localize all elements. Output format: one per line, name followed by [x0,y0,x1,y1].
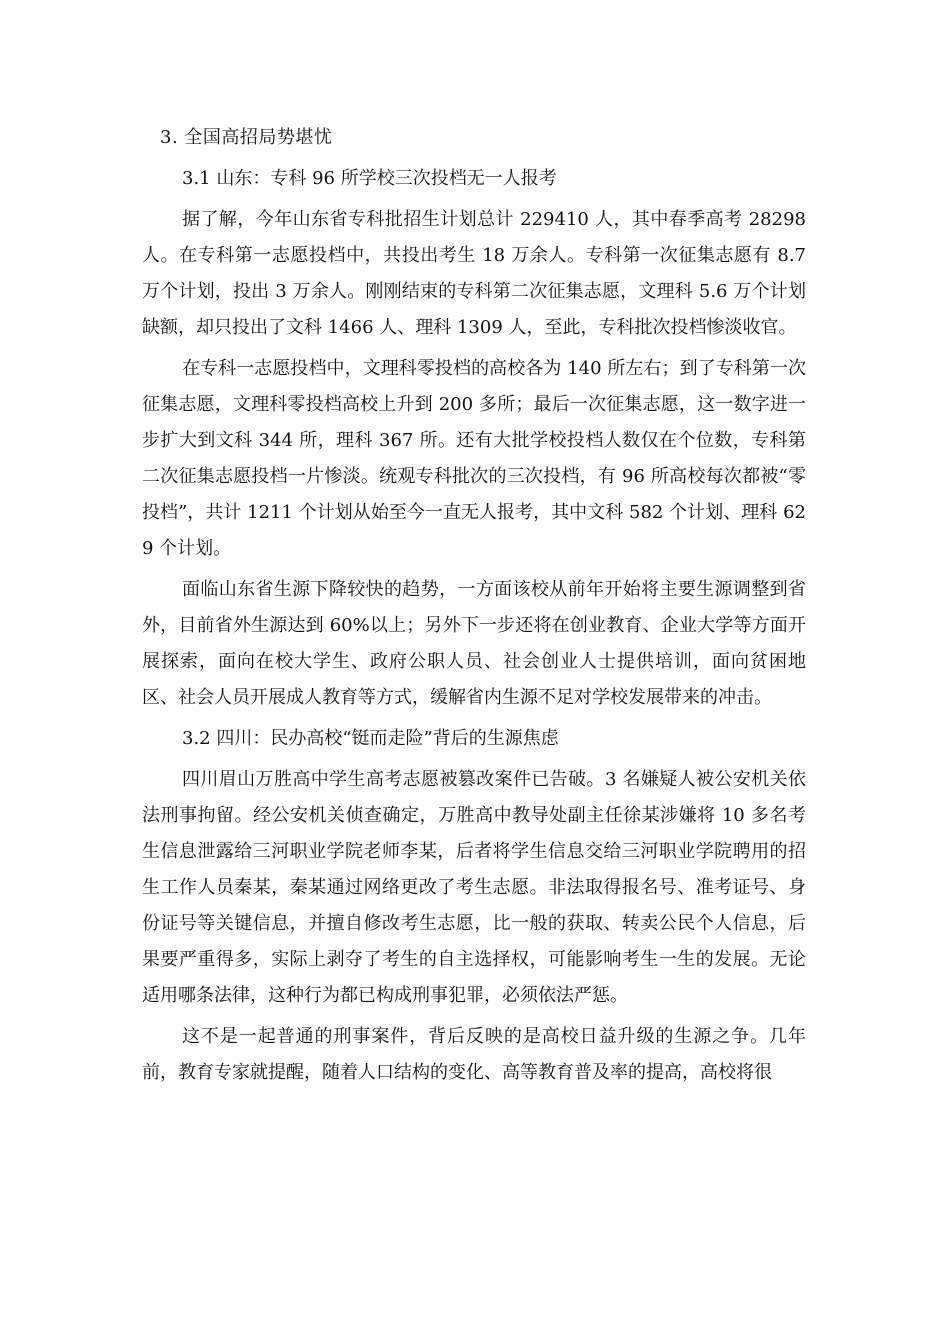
paragraph: 四川眉山万胜高中学生高考志愿被篡改案件已告破。3 名嫌疑人被公安机关依法刑事拘留。经公安机关侦查确定，万胜高中教导处副主任徐某涉嫌将 10 多名考生信息泄露给三河职业学院老师李某，后者将学生信息交给三河职业学院聘用的招生工作人员秦某，秦某通过网络更改了考生志愿。非法取得报名号、准考证号、身份证号等关键信息，并擅自修改考生志愿，比一般的获取、转卖公民个人信息，后果要严重得多，实际上剥夺了考生的自主选择权，可能影响考生一生的发展。无论适用哪条法律，这种行为都已构成刑事犯罪，必须依法严惩。 [142,769,806,1006]
paragraph: 这不是一起普通的刑事案件，背后反映的是高校日益升级的生源之争。几年前，教育专家就提醒，随着人口结构的变化、高等教育普及率的提高，高校将很 [142,1026,806,1083]
paragraph: 据了解，今年山东省专科批招生计划总计 229410 人，其中春季高考 28298 人。在专科第一志愿投档中，共投出考生 18 万余人。专科第一次征集志愿有 8.7 万个计划，投出 3 万余人。刚刚结束的专科第二次征集志愿，文理科 5.6 万个计划缺额，却只投出了文科 1466 人、理科 1309 人，至此，专科批次投档惨淡收官。 [142,209,806,338]
subsection-heading-shandong: 3.1 山东：专科 96 所学校三次投档无一人报考 [182,168,557,189]
paragraph: 在专科一志愿投档中，文理科零投档的高校各为 140 所左右；到了专科第一次征集志愿，文理科零投档高校上升到 200 多所；最后一次征集志愿，这一数字进一步扩大到文科 344 所，理科 367 所。还有大批学校投档人数仅在个位数，专科第二次征集志愿投档一片惨淡。统观专科批次的三次投档，有 96 所高校每次都被“零投档”，共计 1211 个计划从始至今一直无人报考，其中文科 582 个计划、理科 629 个计划。 [142,358,806,559]
document-body [142,120,806,1096]
subsection-heading-sichuan: 3.2 四川：民办高校“铤而走险”背后的生源焦虑 [182,728,559,749]
section-heading: 3. 全国高招局势堪忧 [160,127,333,148]
paragraph: 面临山东省生源下降较快的趋势，一方面该校从前年开始将主要生源调整到省外，目前省外生源达到 60%以上；另外下一步还将在创业教育、企业大学等方面开展探索，面向在校大学生、政府公职人员、社会创业人士提供培训，面向贫困地区、社会人员开展成人教育等方式，缓解省内生源不足对学校发展带来的冲击。 [142,579,806,708]
